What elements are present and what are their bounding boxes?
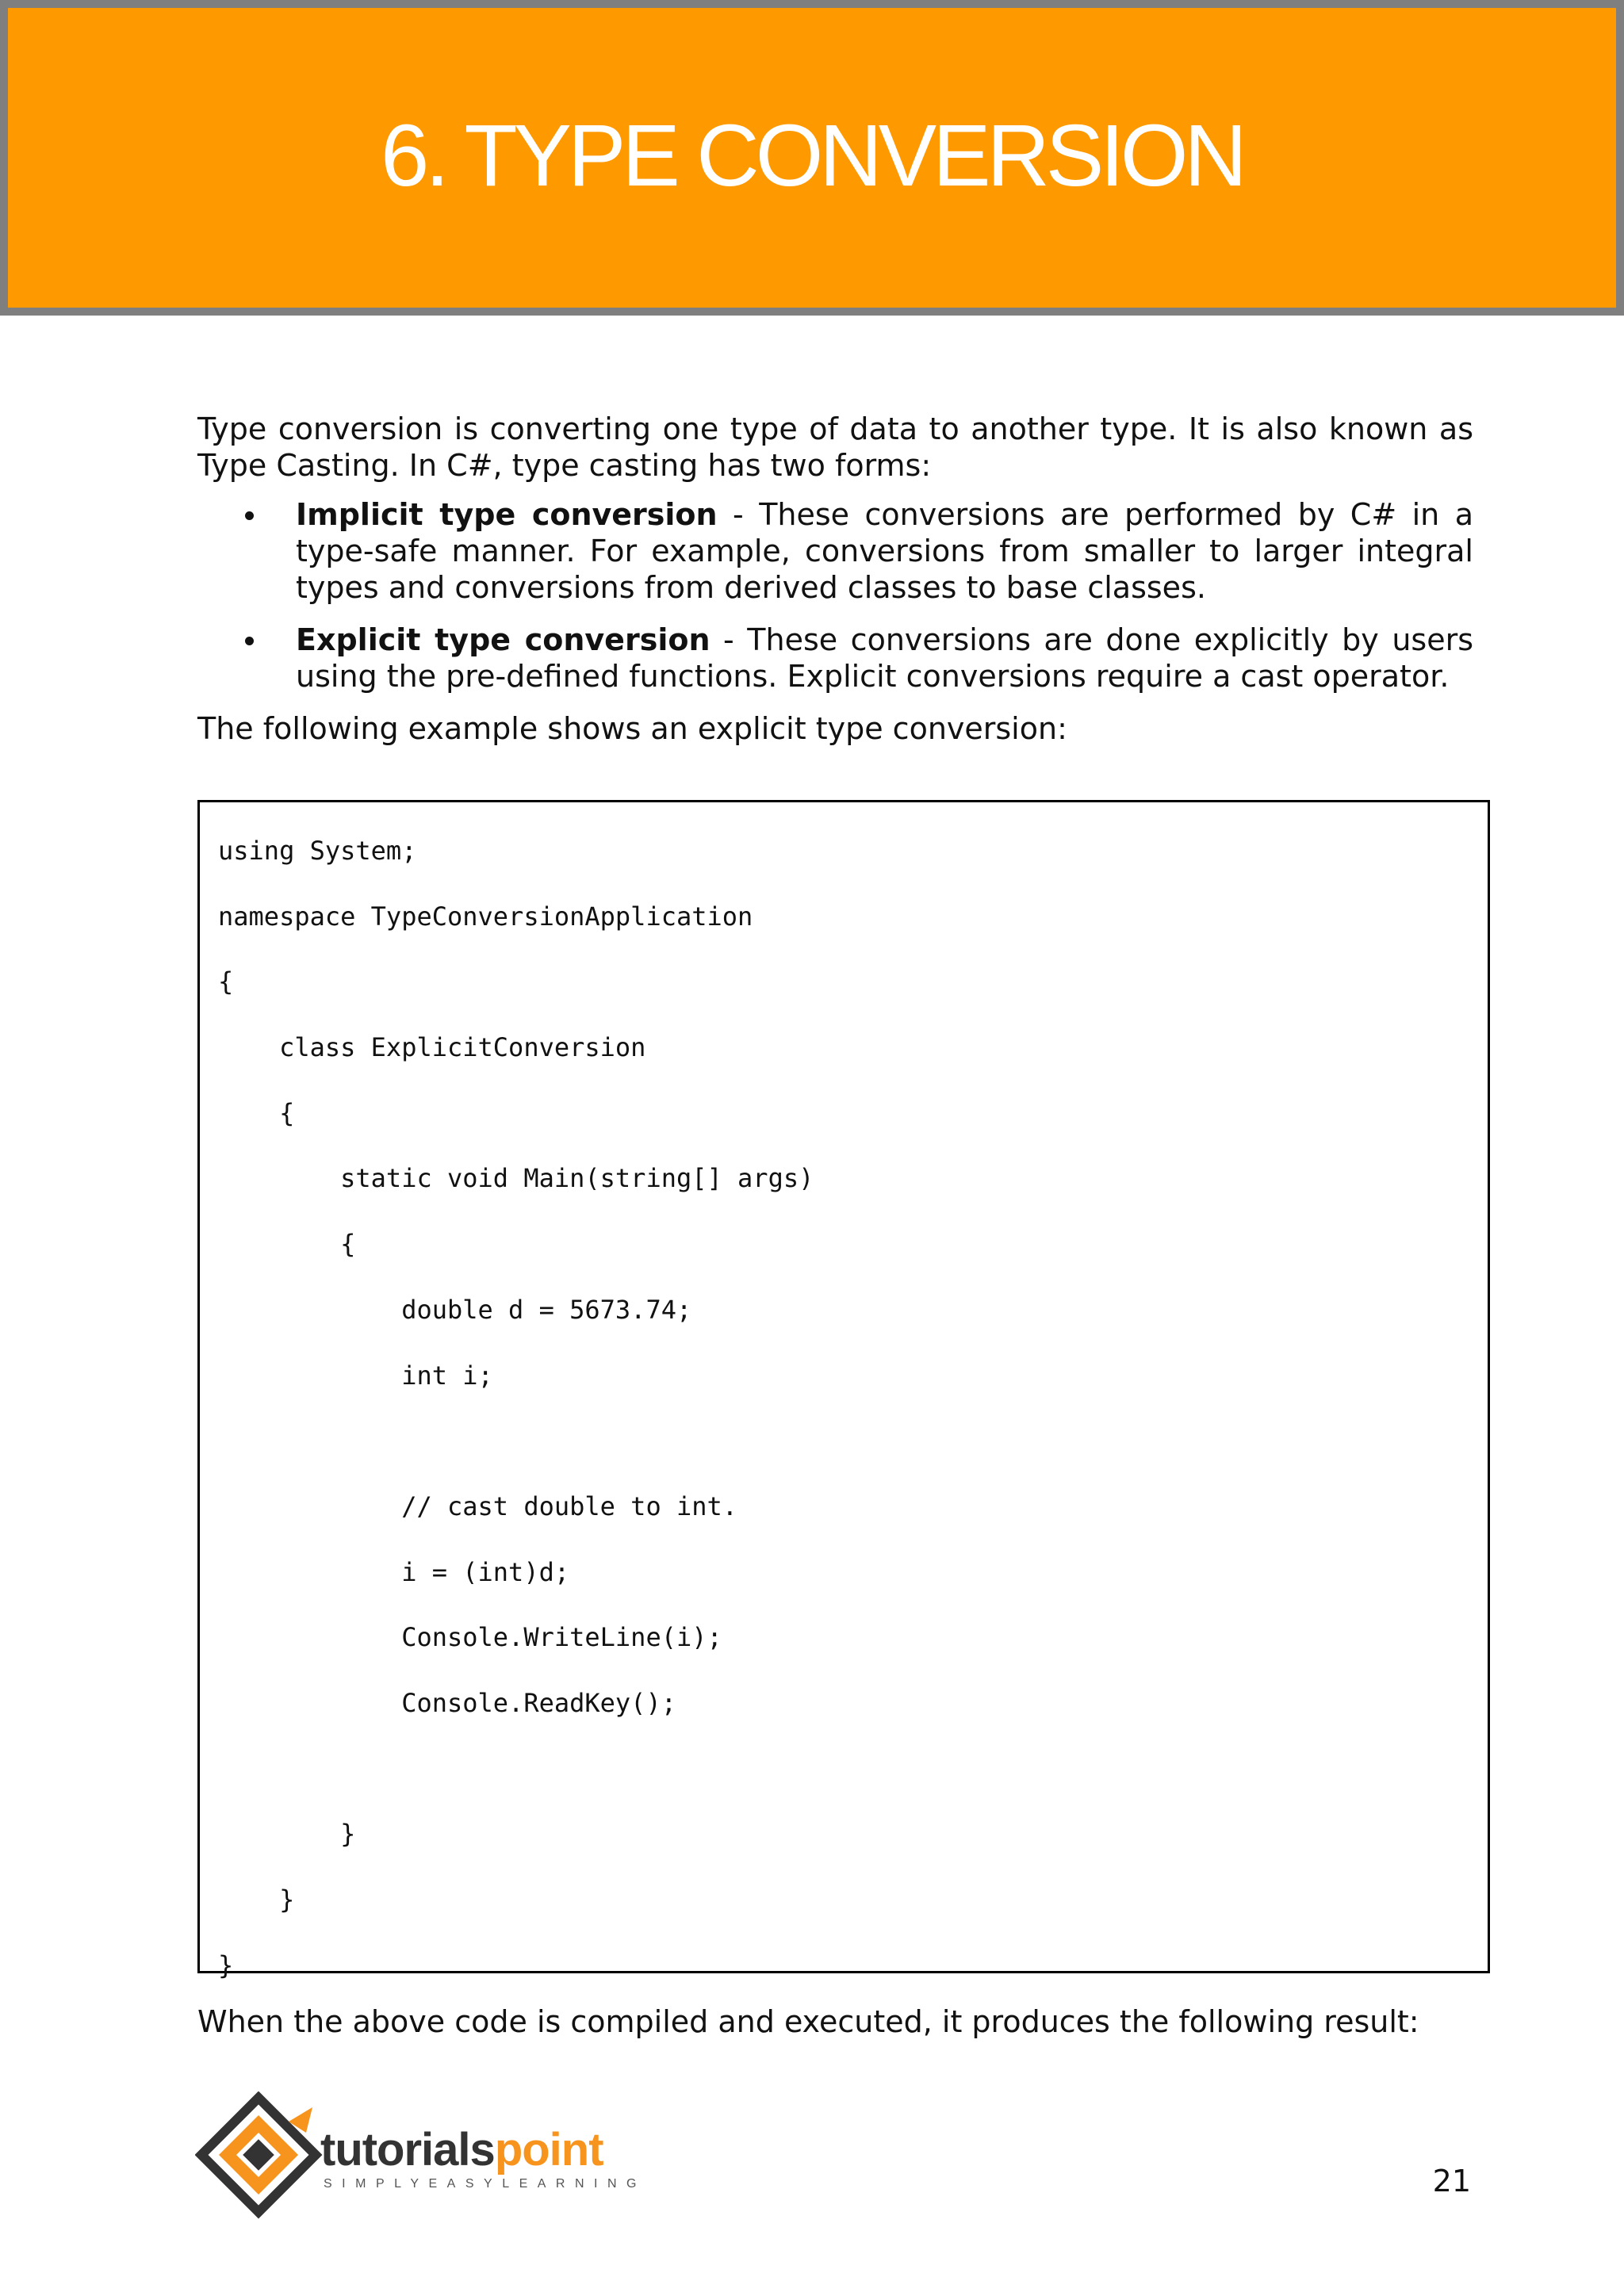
bullet-icon xyxy=(245,637,254,645)
code-line: } xyxy=(218,1885,295,1915)
code-line: double d = 5673.74; xyxy=(218,1294,692,1325)
code-line xyxy=(218,1408,1488,1474)
code-block xyxy=(197,800,1490,1980)
main-content xyxy=(197,411,1473,747)
list-item-explicit xyxy=(197,622,1473,695)
intro-paragraph: Type conversion is converting one type of data to another type. It is also known as Type Casting. In C#, type casting has two forms: xyxy=(197,411,1473,483)
logo-tagline: SIMPLYEASYLEARNING xyxy=(324,2177,646,2191)
code-line: } xyxy=(218,1950,234,1980)
code-line: class ExplicitConversion xyxy=(218,1032,646,1063)
chapter-title: 6. TYPE CONVERSION xyxy=(381,106,1243,205)
logo-word-point: point xyxy=(494,2124,603,2175)
code-line: namespace TypeConversionApplication xyxy=(218,901,753,932)
code-line: Console.ReadKey(); xyxy=(218,1687,676,1718)
code-line: static void Main(string[] args) xyxy=(218,1163,814,1194)
term-explicit: Explicit type conversion xyxy=(296,622,710,657)
code-line: // cast double to int. xyxy=(218,1490,738,1521)
code-line: { xyxy=(218,966,234,997)
desc-explicit: - These conversions are done explicitly by users using the pre-defined functions. Explicit conversions require a cast operator. xyxy=(296,622,1473,694)
logo-diamond-icon xyxy=(195,2091,330,2226)
bullet-icon xyxy=(245,511,254,520)
logo-word-tutorials: tutorials xyxy=(320,2124,495,2175)
code-line: int i; xyxy=(218,1360,493,1391)
list-item-implicit xyxy=(197,496,1473,606)
result-intro: When the above code is compiled and executed, it produces the following result: xyxy=(197,2004,1419,2039)
code-line: i = (int)d; xyxy=(218,1556,570,1587)
code-line: using System; xyxy=(218,836,417,866)
code-line: { xyxy=(218,1229,356,1260)
desc-implicit: - These conversions are performed by C# in a type-safe manner. For example, conversions from smaller to larger integral types and conversions from derived classes to base classes. xyxy=(296,497,1474,605)
code-line xyxy=(218,1736,1488,1802)
chapter-header-banner xyxy=(0,0,1624,316)
logo-wordmark xyxy=(320,2123,603,2176)
code-line: { xyxy=(218,1097,295,1128)
example-intro: The following example shows an explicit type conversion: xyxy=(197,711,1067,746)
tutorialspoint-logo xyxy=(195,2091,646,2226)
term-implicit: Implicit type conversion xyxy=(296,497,718,532)
page-number: 21 xyxy=(1432,2164,1471,2198)
code-line: Console.WriteLine(i); xyxy=(218,1622,722,1653)
conversion-types-list xyxy=(197,496,1473,695)
code-line: } xyxy=(218,1819,356,1850)
